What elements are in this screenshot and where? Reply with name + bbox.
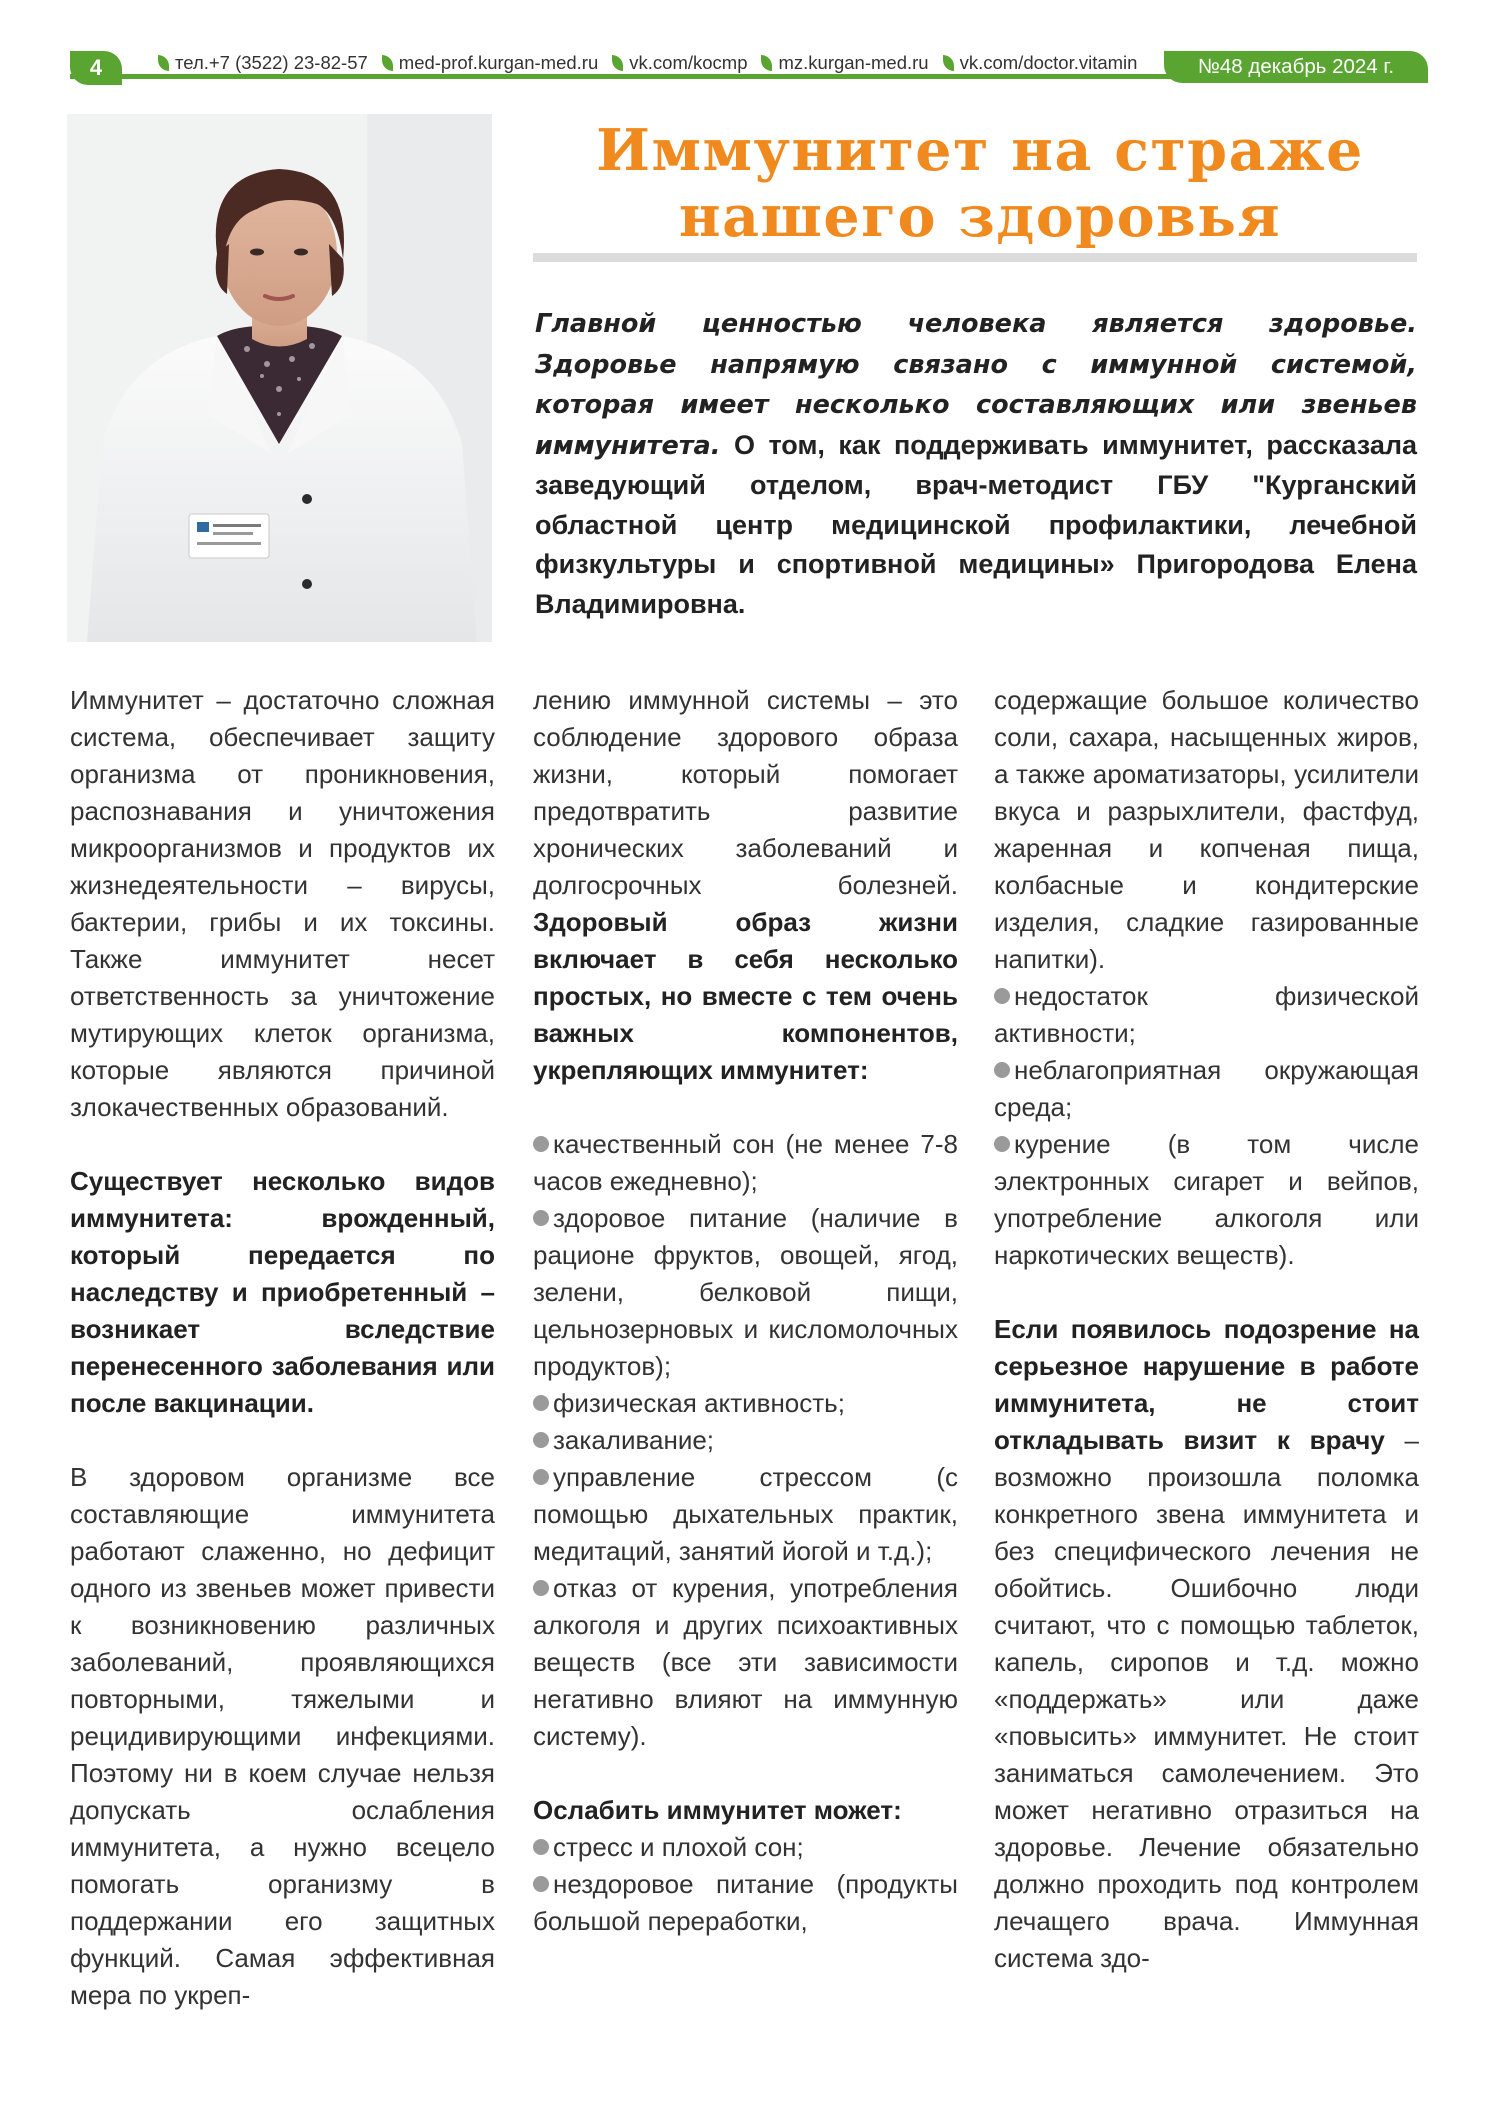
weaken-immunity-heading: Ослабить иммунитет может:: [533, 1795, 902, 1825]
article-title: [530, 118, 1430, 250]
bullet-icon: [994, 988, 1010, 1004]
list-item-text: недостаток физической активности;: [994, 981, 1419, 1048]
healthy-lifestyle-list: [533, 1126, 958, 1755]
contact-vk-kocmp-text: vk.com/kocmp: [629, 52, 748, 73]
col1-paragraph-1: Иммунитет – достаточно сложная система, обеспечивает защиту организма от проникновения, распознавания и уничтожения микроорганизмов и продуктов их жизнедеятельности – вирусы, бактерии, грибы и их токсины. Также иммунитет несет ответственность за уничтожение мутирующих клеток организма, которые являются причиной злокачественных образований.: [70, 685, 495, 1122]
page-number: 4: [70, 51, 122, 85]
contact-site-medprof-text: med-prof.kurgan-med.ru: [398, 52, 599, 73]
list-item-text: здоровое питание (наличие в рационе фруктов, овощей, ягод, зелени, белковой пищи, цельнозерновых и кисломолочных продуктов);: [533, 1203, 958, 1381]
contact-vk-kocmp[interactable]: [612, 52, 747, 74]
column-2: [533, 682, 958, 1940]
leaf-icon: [943, 55, 954, 71]
bullet-icon: [533, 1580, 549, 1596]
list-item-text: стресс и плохой сон;: [553, 1832, 804, 1862]
bullet-icon: [533, 1876, 549, 1892]
bullet-icon: [533, 1839, 549, 1855]
col2-p1-bold: Здоровый образ жизни включает в себя несколько простых, но вместе с тем очень важных компонентов, укрепляющих иммунитет:: [533, 907, 958, 1085]
column-3: [994, 682, 1419, 2014]
bullet-icon: [533, 1432, 549, 1448]
bullet-icon: [533, 1136, 549, 1152]
list-item: [533, 1570, 958, 1755]
col3-p-normal: – возможно произошла поломка конкретного звена иммунитета и без специфического лечения не обойтись. Ошибочно люди считают, что с помощью таблеток, капель, сиропов и т.д. можно «поддержать» или даже «повысить» иммунитет. Не стоит заниматься самолечением. Это может негативно отразиться на здоровье. Лечение обязательно должно проходить под контролем лечащего врача. Иммунная система здо-: [994, 1425, 1419, 1973]
article-title-line2: нашего здоровья: [678, 183, 1282, 250]
list-item-text: закаливание;: [553, 1425, 715, 1455]
issue-badge: №48 декабрь 2024 г.: [1164, 51, 1428, 83]
leaf-icon: [158, 55, 169, 71]
bullet-icon: [994, 1136, 1010, 1152]
article-title-line1: Иммунитет на страже: [596, 117, 1364, 184]
bullet-icon: [994, 1062, 1010, 1078]
list-item: [533, 1126, 958, 1200]
contact-vk-doctor-text: vk.com/doctor.vitamin: [959, 52, 1138, 73]
col1-paragraph-2: Существует несколько видов иммунитета: врожденный, который передается по наследству и приобретенный – возникает вследствие перенесенного заболевания или после вакцинации.: [70, 1166, 495, 1418]
col3-paragraph: [994, 1311, 1419, 1977]
doctor-portrait: [67, 114, 492, 642]
contact-site-mz[interactable]: [761, 52, 928, 74]
list-item: [533, 1385, 958, 1422]
list-item-text: отказ от курения, употребления алкоголя и других психоактивных веществ (все эти зависимости негативно влияют на иммунную систему).: [533, 1573, 958, 1751]
bullet-icon: [533, 1210, 549, 1226]
lead-bold: О том, как поддерживать иммунитет, рассказала заведующий отделом, врач-методист ГБУ "Курганский областной центр медицинской профилактики, лечебной физкультуры и спортивной медицины» Пригородова Елена Владимировна.: [535, 429, 1417, 619]
contact-phone: [158, 52, 368, 74]
col3-p-bold: Если появилось подозрение на серьезное нарушение в работе иммунитета, не стоит откладывать визит к врачу: [994, 1314, 1419, 1455]
column-1: [70, 682, 495, 2051]
list-item-text: нездоровое питание (продукты большой переработки,: [533, 1869, 958, 1936]
article-lead: [535, 304, 1417, 624]
list-item: [994, 1126, 1419, 1274]
contact-vk-doctor[interactable]: [943, 52, 1138, 74]
list-item: [533, 1829, 958, 1866]
list-item-text: неблагоприятная окружающая среда;: [994, 1055, 1419, 1122]
list-item-text: качественный сон (не менее 7-8 часов ежедневно);: [533, 1129, 958, 1196]
list-item-text: управление стрессом (с помощью дыхательных практик, медитаций, занятий йогой и т.д.);: [533, 1462, 958, 1566]
contact-phone-text: тел.+7 (3522) 23-82-57: [175, 52, 368, 73]
list-item: [533, 1866, 958, 1940]
list-item: [533, 1459, 958, 1570]
list-item: [533, 1422, 958, 1459]
contact-site-mz-text: mz.kurgan-med.ru: [778, 52, 929, 73]
weaken-immunity-list-cont: [994, 978, 1419, 1274]
leaf-icon: [612, 55, 623, 71]
list-item-text: физическая активность;: [553, 1388, 845, 1418]
col3-list-continuation: содержащие большое количество соли, сахара, насыщенных жиров, а также ароматизаторы, усилители вкуса и разрыхлители, фастфуд, жаренная и копченая пища, колбасные и кондитерские изделия, сладкие газированные напитки).: [994, 685, 1419, 974]
bullet-icon: [533, 1469, 549, 1485]
leaf-icon: [761, 55, 772, 71]
list-item: [533, 1200, 958, 1385]
list-item: [994, 1052, 1419, 1126]
leaf-icon: [382, 55, 393, 71]
title-rule: [533, 253, 1417, 262]
contact-site-medprof[interactable]: [382, 52, 598, 74]
bullet-icon: [533, 1395, 549, 1411]
weaken-immunity-list: [533, 1829, 958, 1940]
lead-italic: Главной ценностью человека является здоровье. Здоровье напрямую связано с иммунной системой, которая имеет несколько составляющих или звеньев иммунитета.: [535, 309, 1417, 461]
header-contacts: [158, 52, 1137, 74]
list-item: [994, 978, 1419, 1052]
col2-paragraph-1: [533, 682, 958, 1089]
col1-paragraph-3: В здоровом организме все составляющие иммунитета работают слаженно, но дефицит одного из звеньев может привести к возникновению различных заболеваний, проявляющихся повторными, тяжелыми и рецидивирующими инфекциями. Поэтому ни в коем случае нельзя допускать ослабления иммунитета, а нужно всецело помогать организму в поддержании его защитных функций. Самая эффективная мера по укреп-: [70, 1462, 495, 2010]
col2-p1-normal: лению иммунной системы – это соблюдение здорового образа жизни, который помогает предотвратить развитие хронических заболеваний и долгосрочных болезней.: [533, 685, 958, 900]
list-item-text: курение (в том числе электронных сигарет и вейпов, употребление алкоголя или наркотических веществ).: [994, 1129, 1419, 1270]
